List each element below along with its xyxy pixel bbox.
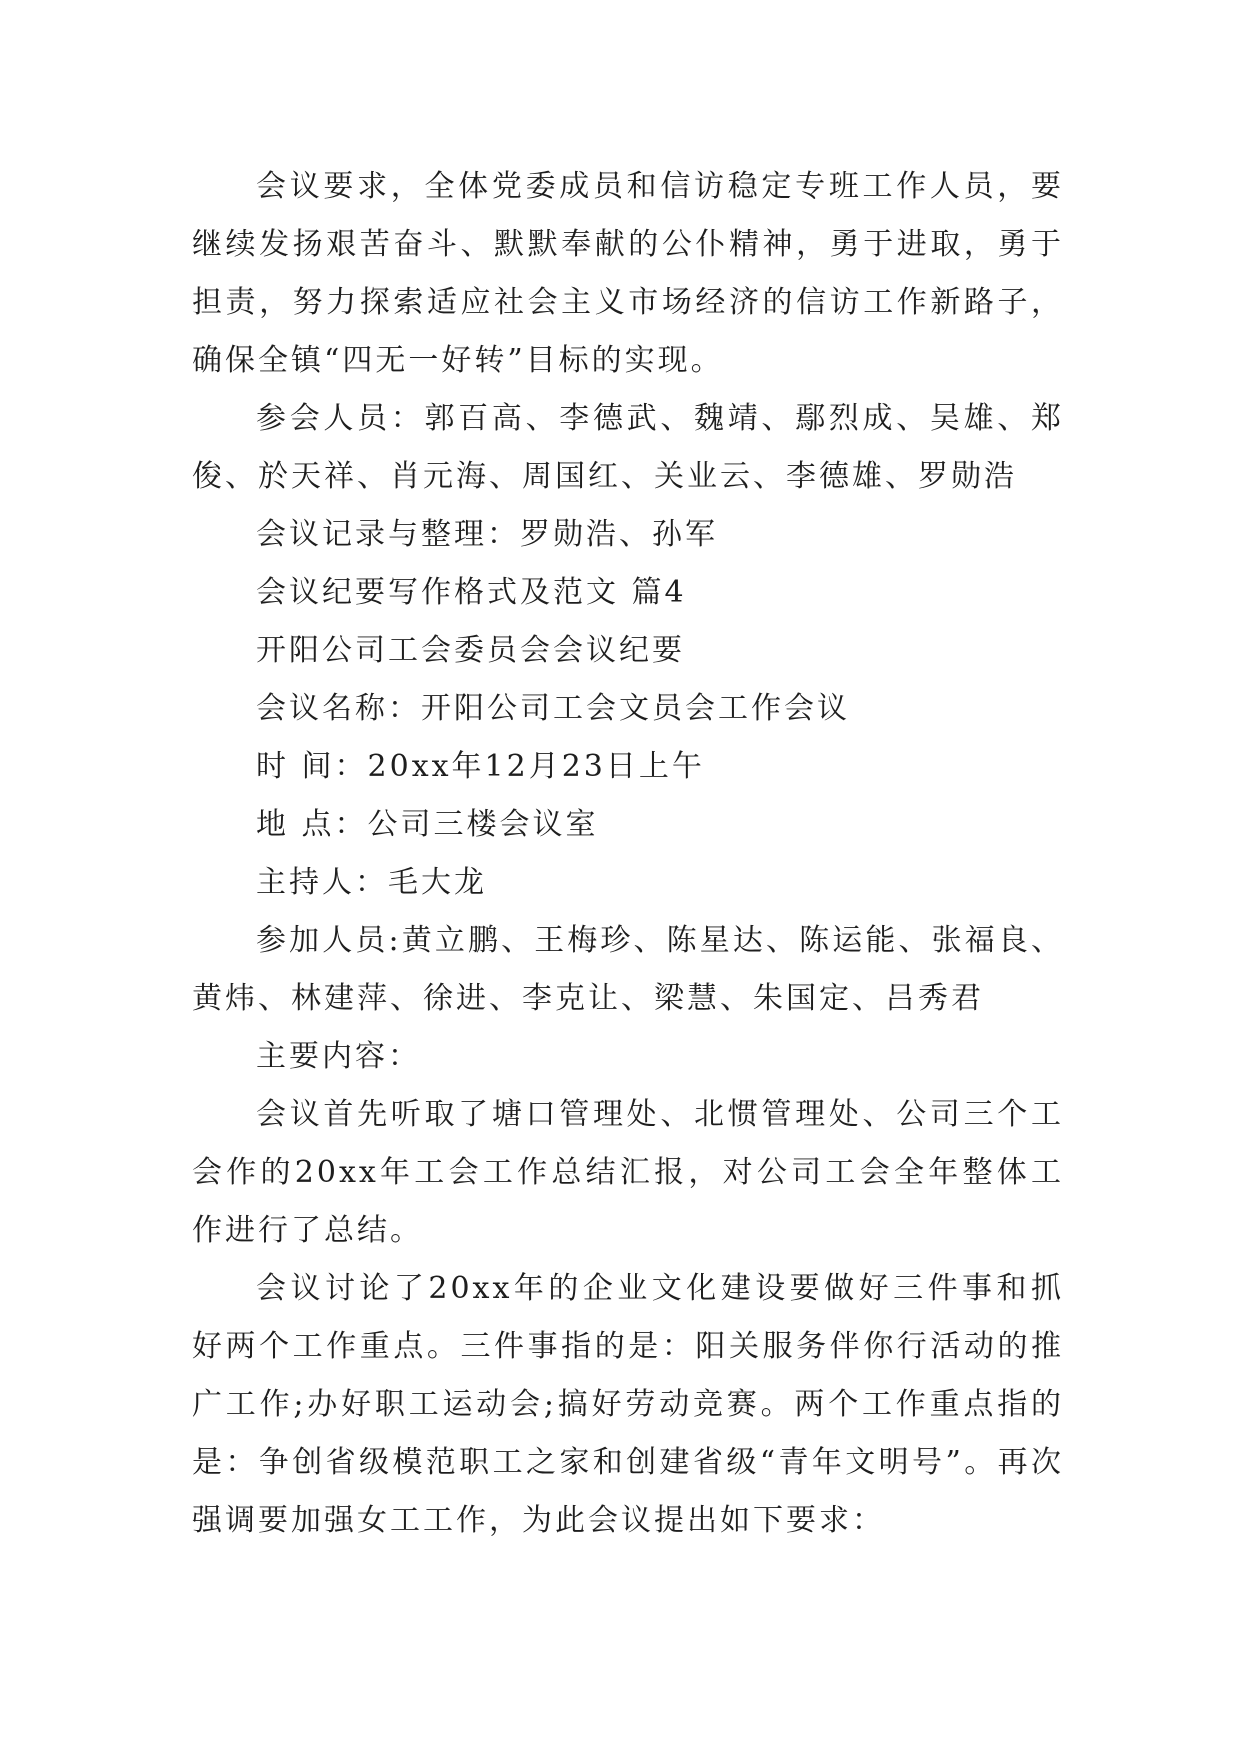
meeting-participants: 参加人员:黄立鹏、王梅珍、陈星达、陈运能、张福良、黄炜、林建萍、徐进、李克让、梁慧、朱国定、吕秀君: [192, 923, 1064, 1016]
meeting-host: 主持人：毛大龙: [256, 865, 487, 900]
main-content-label: 主要内容：: [256, 1039, 421, 1074]
paragraph-summary-report: 会议首先听取了塘口管理处、北惯管理处、公司三个工会作的20xx年工会工作总结汇报，对公司工会全年整体工作进行了总结。: [192, 1097, 1064, 1248]
meeting-time: 时 间：20xx年12月23日上午: [256, 749, 705, 784]
meeting-name: 会议名称：开阳公司工会文员会工作会议: [256, 691, 850, 726]
paragraph-attendees: 参会人员：郭百高、李德武、魏靖、鄢烈成、吴雄、郑俊、於天祥、肖元海、周国红、关业云、李德雄、罗勋浩: [192, 401, 1064, 494]
paragraph-meeting-requirements: 会议要求，全体党委成员和信访稳定专班工作人员，要继续发扬艰苦奋斗、默默奉献的公仆精神，勇于进取，勇于担责，努力探索适应社会主义市场经济的信访工作新路子，确保全镇“四无一好转”目标的实现。: [192, 169, 1064, 378]
paragraph-recorder: 会议记录与整理：罗勋浩、孙军: [256, 517, 718, 552]
document-body: [192, 158, 1064, 1550]
minutes-title: 开阳公司工会委员会会议纪要: [256, 633, 685, 668]
section-heading: 会议纪要写作格式及范文 篇4: [256, 575, 687, 610]
paragraph-discussion: 会议讨论了20xx年的企业文化建设要做好三件事和抓好两个工作重点。三件事指的是：阳关服务伴你行活动的推广工作;办好职工运动会;搞好劳动竞赛。两个工作重点指的是：争创省级模范职工之家和创建省级“青年文明号”。再次强调要加强女工工作，为此会议提出如下要求：: [192, 1271, 1064, 1538]
meeting-location: 地 点：公司三楼会议室: [256, 807, 599, 842]
